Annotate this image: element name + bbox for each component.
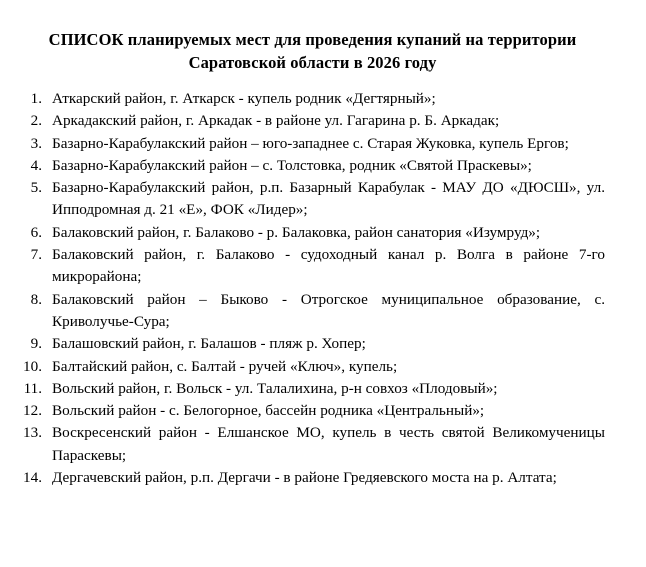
list-item-text: Вольский район - с. Белогорное, бассейн родника «Центральный»; <box>52 402 485 420</box>
list-item <box>12 289 605 334</box>
list-item-number: 13. <box>23 424 42 442</box>
list-item <box>12 356 605 378</box>
list-item <box>12 88 605 110</box>
list-item-number: 2. <box>30 112 42 130</box>
list-item <box>12 422 605 467</box>
list-item-text: Дергачевский район, р.п. Дергачи - в районе Гредяевского моста на р. Алтата; <box>52 469 557 487</box>
list-item <box>12 155 605 177</box>
list-item-text: Аткарский район, г. Аткарск - купель родник «Дегтярный»; <box>52 90 436 107</box>
list-item-number: 12. <box>23 402 42 420</box>
list-item-number: 6. <box>30 223 42 241</box>
list-item-text: Балаковский район, г. Балаково - р. Балаковка, район санатория «Изумруд»; <box>52 223 541 241</box>
list-item <box>12 110 605 132</box>
list-item-number: 7. <box>30 246 42 264</box>
list-item-number: 4. <box>30 156 42 174</box>
page-title-line-1: СПИСОК планируемых мест для проведения купаний на территории <box>48 30 577 49</box>
list-item-text: Балашовский район, г. Балашов - пляж р. Хопер; <box>52 335 366 353</box>
list-item-text: Базарно-Карабулакский район – с. Толстовка, родник «Святой Праскевы»; <box>52 156 532 174</box>
places-list <box>12 88 605 489</box>
list-item <box>12 222 605 244</box>
list-item-text: Вольский район, г. Вольск - ул. Талалихина, р-н совхоз «Плодовый»; <box>52 379 498 397</box>
list-item-number: 10. <box>23 357 42 375</box>
list-item-number: 5. <box>30 179 42 197</box>
list-item-text: Балаковский район, г. Балаково - судоходный канал р. Волга в районе 7-го микрорайона; <box>52 246 605 286</box>
list-item <box>12 133 605 155</box>
list-item <box>12 400 605 422</box>
list-item <box>12 467 605 489</box>
list-item-number: 14. <box>23 469 42 487</box>
list-item-number: 3. <box>30 134 42 152</box>
list-item-number: 8. <box>30 290 42 308</box>
list-item <box>12 333 605 355</box>
list-item-number: 9. <box>30 335 42 353</box>
list-item-text: Воскресенский район - Елшанское МО, купель в честь святой Великомученицы Параскевы; <box>52 424 605 464</box>
list-item <box>12 378 605 400</box>
list-item <box>12 244 605 289</box>
list-item-number: 11. <box>23 379 42 397</box>
page-title-line-2: Саратовской области в 2026 году <box>188 53 437 72</box>
list-item-text: Аркадакский район, г. Аркадак - в районе ул. Гагарина р. Б. Аркадак; <box>52 112 500 130</box>
list-item-text: Балтайский район, с. Балтай - ручей «Ключ», купель; <box>52 357 398 375</box>
list-item-text: Базарно-Карабулакский район, р.п. Базарный Карабулак - МАУ ДО «ДЮСШ», ул. Ипподромная д. 21 «Е», ФОК «Лидер»; <box>52 179 605 219</box>
list-item-text: Балаковский район – Быково - Отрогское муниципальное образование, с. Криволучье-Сура; <box>52 290 605 330</box>
list-item-number: 1. <box>30 90 42 107</box>
list-item <box>12 177 605 222</box>
list-item-text: Базарно-Карабулакский район – юго-западнее с. Старая Жуковка, купель Ергов; <box>52 134 569 152</box>
page-title <box>12 28 605 74</box>
